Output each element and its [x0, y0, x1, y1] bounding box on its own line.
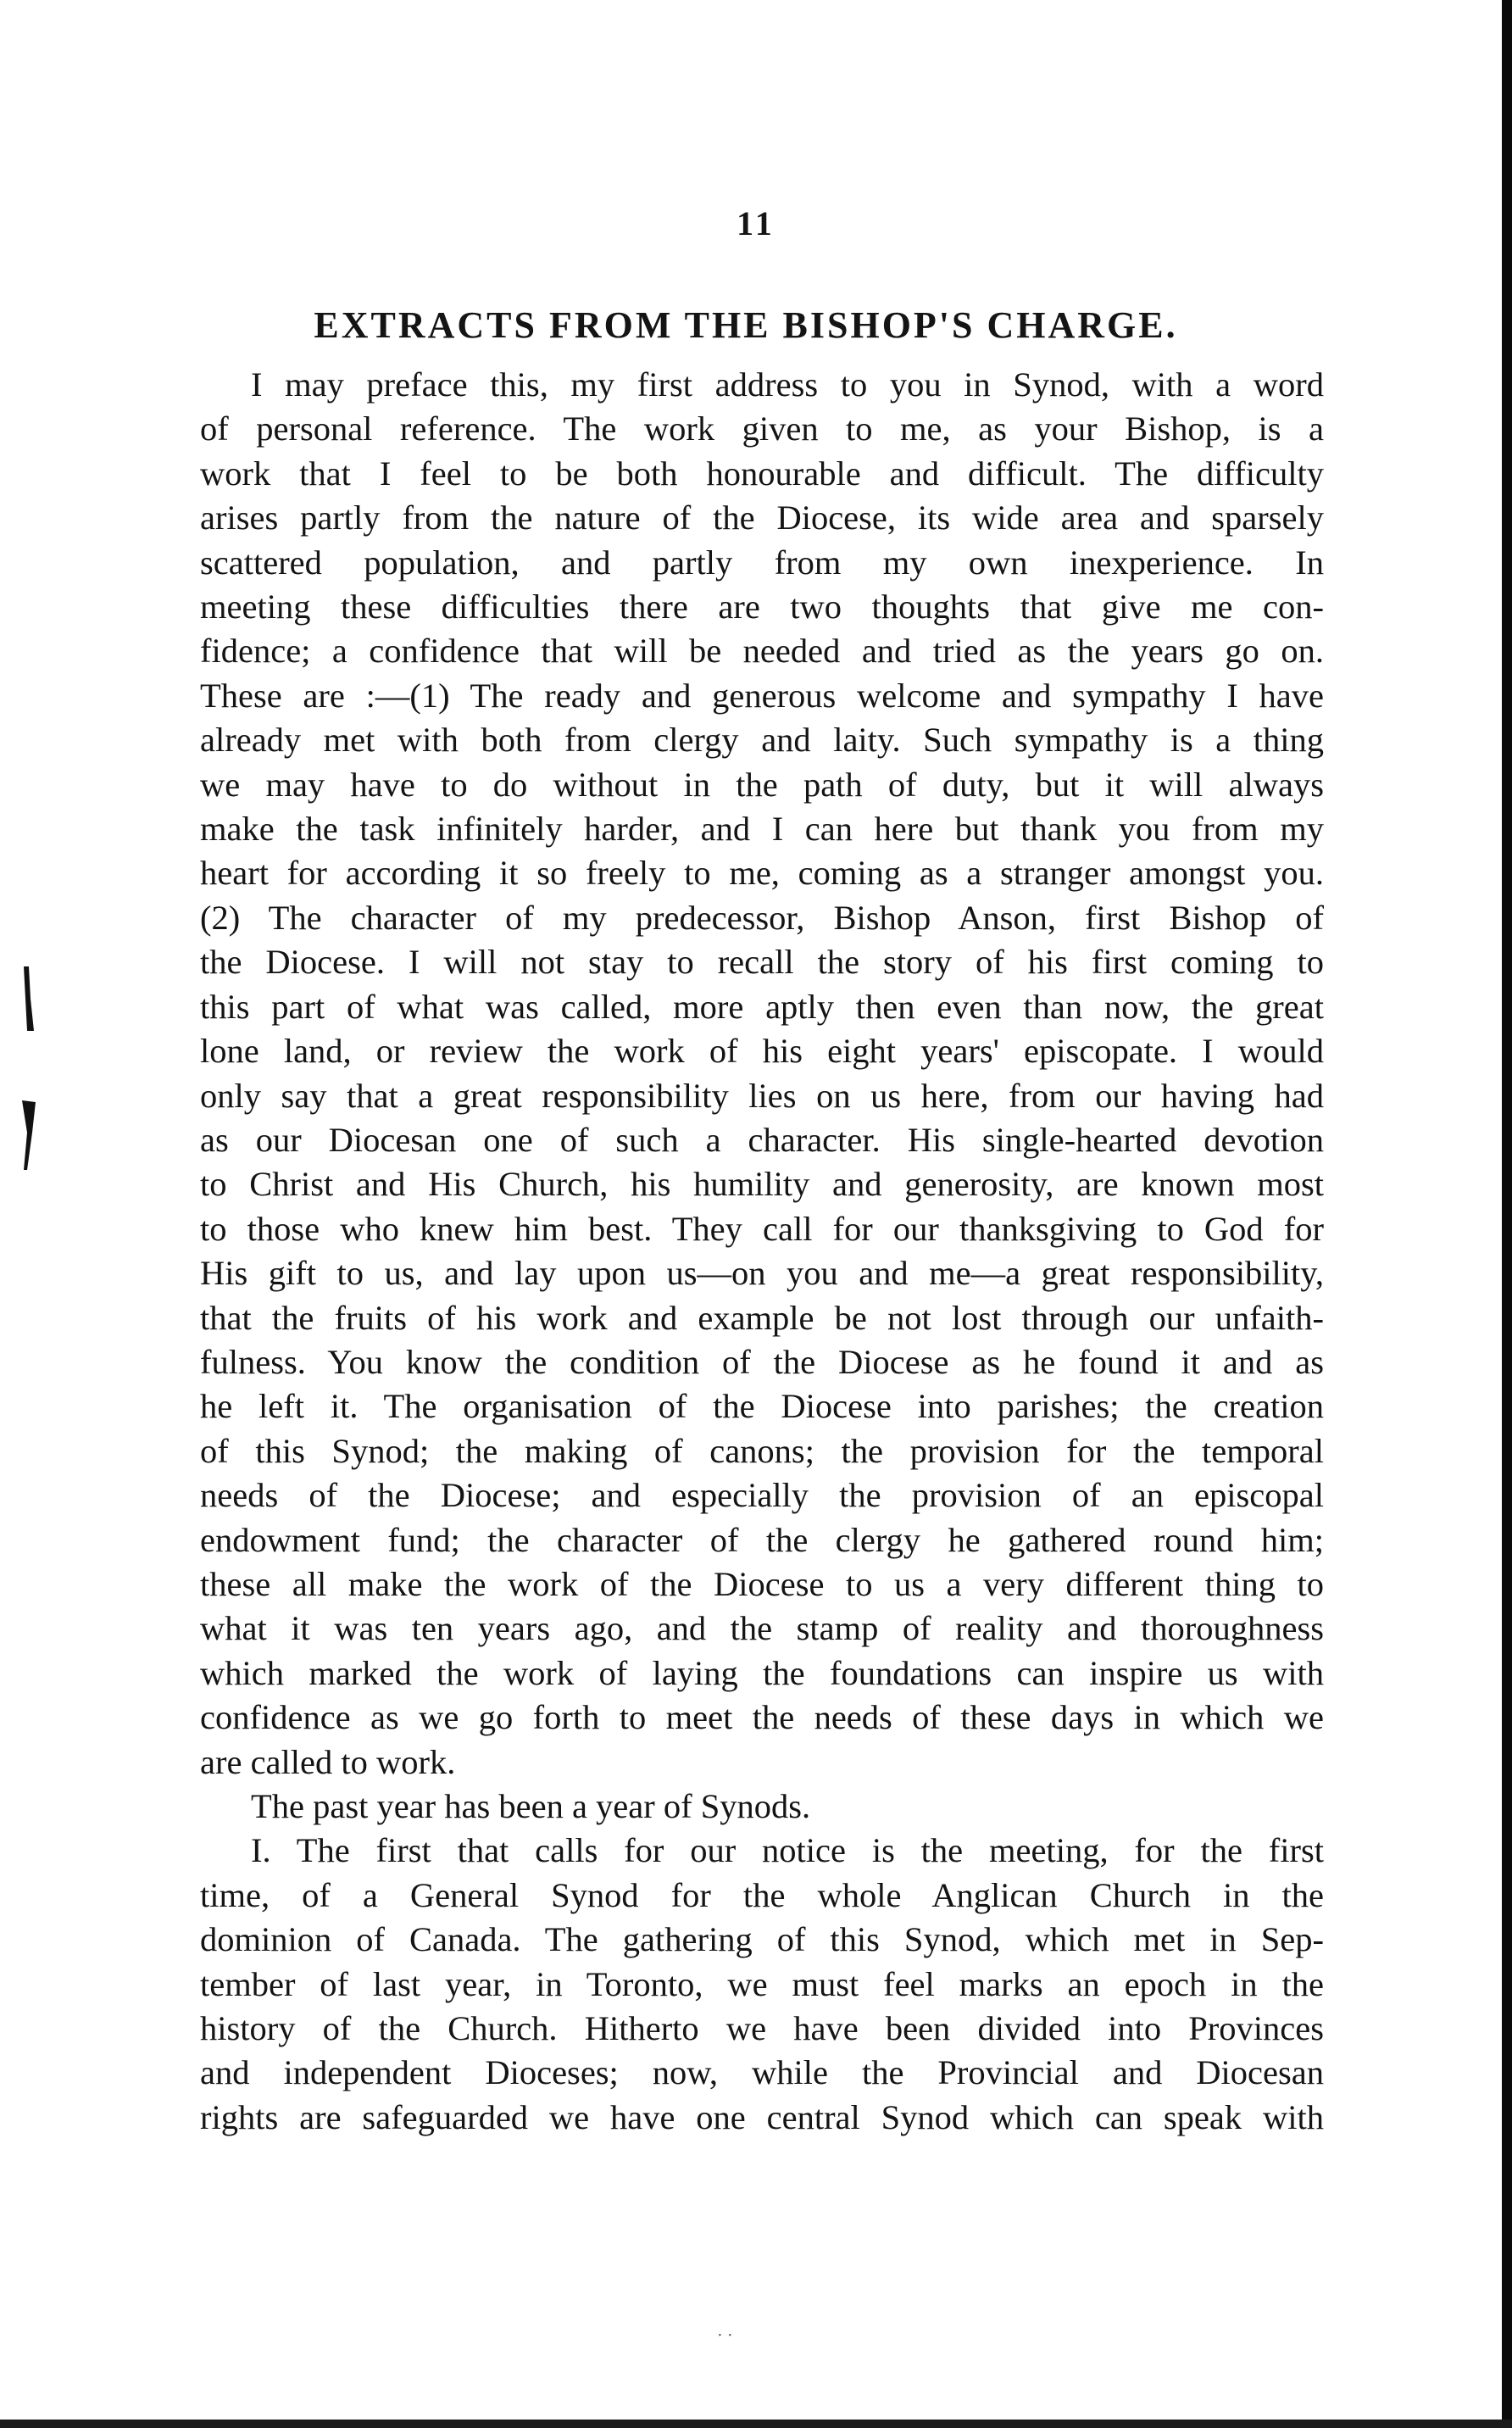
- text-line: only say that a great responsibility lies on us here, from our having had: [200, 1076, 1324, 1115]
- text-line: His gift to us, and lay upon us—on you and me—a great responsibility,: [200, 1254, 1324, 1293]
- margin-smudge-mark: [19, 1099, 39, 1172]
- text-line: needs of the Diocese; and especially the provision of an episcopal: [200, 1476, 1324, 1515]
- text-line: he left it. The organisation of the Diocese into parishes; the creation: [200, 1387, 1324, 1426]
- text-line: time, of a General Synod for the whole Anglican Church in the: [200, 1875, 1324, 1914]
- text-line: scattered population, and partly from my own inexperience. In: [200, 543, 1324, 582]
- text-line: dominion of Canada. The gathering of this Synod, which met in Sep-: [200, 1920, 1324, 1959]
- text-line: to those who knew him best. They call for our thanksgiving to God for: [200, 1209, 1324, 1248]
- text-line: already met with both from clergy and laity. Such sympathy is a thing: [200, 721, 1324, 760]
- text-line: endowment fund; the character of the clergy he gathered round him;: [200, 1520, 1324, 1559]
- text-line: as our Diocesan one of such a character. His single-hearted devotion: [200, 1120, 1324, 1159]
- text-line: we may have to do without in the path of duty, but it will always: [200, 765, 1324, 804]
- text-line: and independent Dioceses; now, while the Provincial and Diocesan: [200, 2053, 1324, 2092]
- text-line: are called to work.: [200, 1742, 456, 1781]
- text-line: (2) The character of my predecessor, Bishop Anson, first Bishop of: [200, 898, 1324, 937]
- text-line: of personal reference. The work given to me, as your Bishop, is a: [200, 409, 1324, 448]
- text-line: arises partly from the nature of the Diocese, its wide area and sparsely: [200, 498, 1324, 537]
- scan-border-bottom: [0, 2420, 1512, 2428]
- body-text: [200, 363, 1324, 2140]
- text-line: history of the Church. Hitherto we have been divided into Provinces: [200, 2009, 1324, 2048]
- text-line: confidence as we go forth to meet the needs of these days in which we: [200, 1698, 1324, 1737]
- text-line: of this Synod; the making of canons; the provision for the temporal: [200, 1431, 1324, 1470]
- scan-border-right: [1502, 0, 1512, 2428]
- text-line: fidence; a confidence that will be needed and tried as the years go on.: [200, 632, 1324, 671]
- text-line: I may preface this, my first address to you in Synod, with a word: [251, 365, 1324, 404]
- text-line: what it was ten years ago, and the stamp of reality and thoroughness: [200, 1609, 1324, 1648]
- text-line: I. The first that calls for our notice is the meeting, for the first: [251, 1831, 1324, 1870]
- text-line: lone land, or review the work of his eight years' episcopate. I would: [200, 1032, 1324, 1071]
- text-line: fulness. You know the condition of the Diocese as he found it and as: [200, 1342, 1324, 1381]
- text-line: that the fruits of his work and example be not lost through our unfaith-: [200, 1298, 1324, 1337]
- text-line: These are :—(1) The ready and generous welcome and sympathy I have: [200, 676, 1324, 715]
- text-line: heart for according it so freely to me, coming as a stranger amongst you.: [200, 854, 1324, 893]
- page-heading: EXTRACTS FROM THE BISHOP'S CHARGE.: [314, 304, 1178, 346]
- text-line: to Christ and His Church, his humility and generosity, are known most: [200, 1165, 1324, 1204]
- text-line: rights are safeguarded we have one central Synod which can speak with: [200, 2097, 1324, 2136]
- page-number: 11: [737, 204, 775, 242]
- text-line: work that I feel to be both honourable and difficult. The difficulty: [200, 454, 1324, 493]
- text-line: make the task infinitely harder, and I can here but thank you from my: [200, 810, 1324, 849]
- text-line: this part of what was called, more aptly then even than now, the great: [200, 987, 1324, 1026]
- text-line: which marked the work of laying the foundations can inspire us with: [200, 1653, 1324, 1692]
- margin-smudge-mark: [19, 965, 36, 1033]
- text-line: tember of last year, in Toronto, we must feel marks an epoch in the: [200, 1964, 1324, 2003]
- text-line: these all make the work of the Diocese to us a very different thing to: [200, 1564, 1324, 1603]
- text-line: meeting these difficulties there are two thoughts that give me con-: [200, 588, 1324, 626]
- scan-specks: ⋅ ⋅: [717, 2326, 733, 2345]
- text-line: the Diocese. I will not stay to recall the story of his first coming to: [200, 943, 1324, 982]
- text-line: The past year has been a year of Synods.: [251, 1787, 811, 1825]
